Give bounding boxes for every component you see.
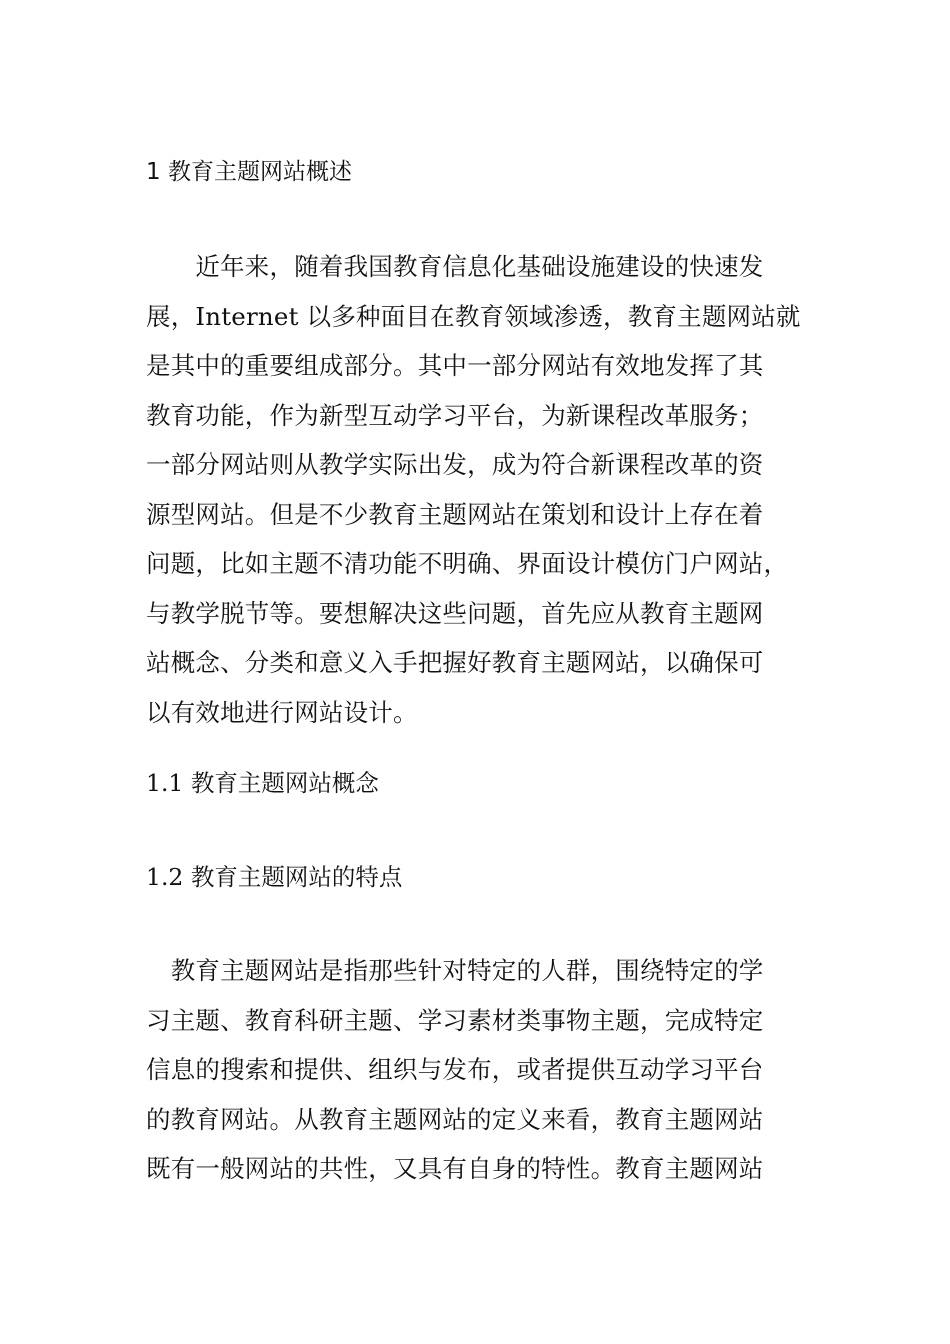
subsection-title-concept: 1.1 教育主题网站概念 [146, 769, 379, 797]
features-paragraph [146, 946, 806, 1194]
paragraph-line: 是其中的重要组成部分。其中一部分网站有效地发挥了其 [146, 351, 764, 380]
paragraph-line: 问题，比如主题不清功能不明确、界面设计模仿门户网站， [146, 549, 789, 578]
paragraph-line: 习主题、教育科研主题、学习素材类事物主题，完成特定 [146, 1005, 764, 1035]
paragraph-line: 一部分网站则从教学实际出发，成为符合新课程改革的资 [146, 450, 764, 479]
paragraph-line: 源型网站。但是不少教育主题网站在策划和设计上存在着 [146, 499, 764, 529]
paragraph-line: 以有效地进行网站设计。 [146, 697, 418, 727]
paragraph-line: 的教育网站。从教育主题网站的定义来看，教育主题网站 [146, 1104, 764, 1134]
paragraph-line: 信息的搜索和提供、组织与发布，或者提供互动学习平台 [146, 1055, 764, 1084]
paragraph-line: 既有一般网站的共性，又具有自身的特性。教育主题网站 [146, 1154, 764, 1183]
paragraph-line: 近年来，随着我国教育信息化基础设施建设的快速发 [146, 252, 764, 281]
intro-paragraph [146, 242, 806, 737]
paragraph-line: 与教学脱节等。要想解决这些问题，首先应从教育主题网 [146, 598, 764, 628]
paragraph-line: 教育功能，作为新型互动学习平台，为新课程改革服务； [146, 400, 764, 430]
paragraph-line: 展，Internet 以多种面目在教育领域渗透，教育主题网站就 [146, 301, 801, 331]
paragraph-line: 站概念、分类和意义入手把握好教育主题网站，以确保可 [146, 648, 764, 677]
paragraph-line: 教育主题网站是指那些针对特定的人群，围绕特定的学 [146, 956, 764, 985]
section-title: 1 教育主题网站概述 [146, 159, 352, 185]
subsection-title-features: 1.2 教育主题网站的特点 [146, 863, 403, 891]
